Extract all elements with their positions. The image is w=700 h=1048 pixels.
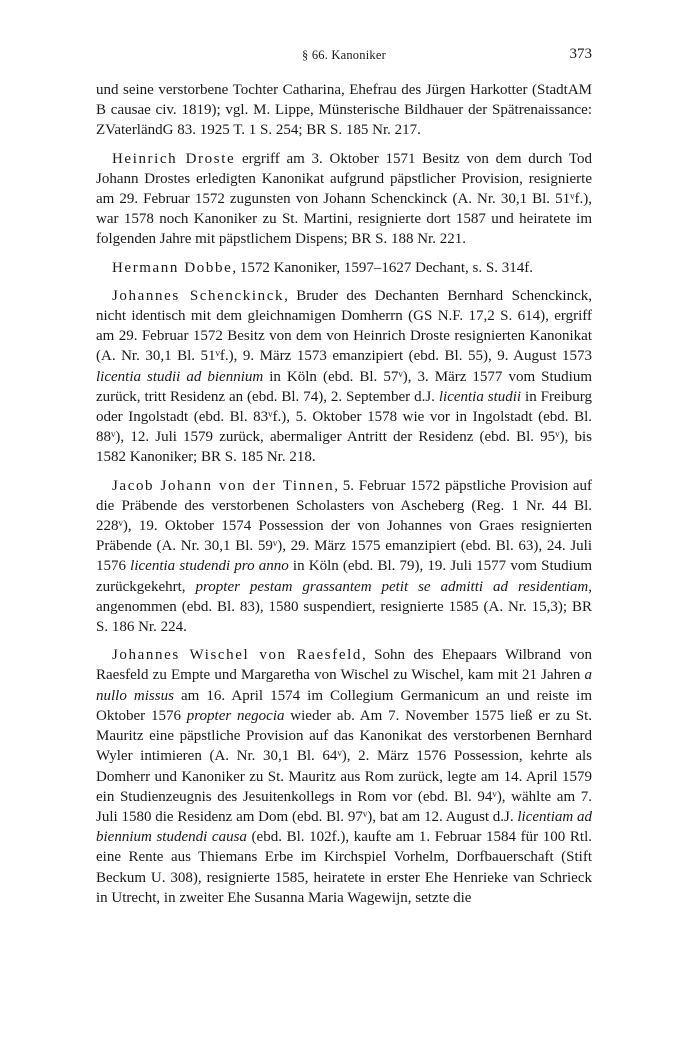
page-number: 373 [569,46,592,62]
paragraph [96,645,592,908]
text-run: (ebd. Bl. 102f.), kaufte am 1. Februar 1584 für 100 Rtl. eine Rente aus Thiemans Erbe im Kirchspiel Vorhelm, Dorfbauerschaft (Stift Beckum U. 308), resignierte 1585, heiratete in erster Ehe Henrieke van Schrieck in Utrecht, in zweiter Ehe Susanna Maria Wagewijn, setzte die [96,829,592,906]
running-head: § 66. Kanoniker [302,48,386,62]
page-header [96,46,592,66]
text-run: , angenommen (ebd. Bl. 83), 1580 suspendiert, resignierte 1585 (A. Nr. 15,3); BR S. 186 Nr. 224. [96,578,592,636]
person-name: Johannes Schenckinck [112,287,285,304]
paragraph [96,286,592,468]
latin-phrase: licentia studendi pro anno [130,558,289,575]
text-run: ergriff am 3. Oktober 1571 Besitz von dem durch Tod Johann Drostes erledigten Kanonikat aufgrund päpstlicher Provision, resignierte am 29. Februar 1572 zugunsten von Johann Schenckinck (A. Nr. 30,1 Bl. 51ᵛf.), war 1578 noch Kanoniker zu St. Martini, resignierte dort 1587 und heiratete im folgenden Jahre mit päpstlichem Dispens; BR S. 188 Nr. 221. [96,150,592,248]
text-run: in Freiburg oder Ingolstadt (ebd. Bl. 83ᵛf.), 5. Oktober 1578 wie vor in Ingolstadt (ebd. Bl. 88ᵛ), 12. Juli 1579 zurück, abermaliger Antritt der Residenz (ebd. Bl. 95ᵛ), bis 1582 Kanoniker; BR S. 185 Nr. 218. [96,388,593,466]
person-name: Hermann Dobbe [112,259,233,276]
text-run: , Sohn des Ehepaars Wilbrand von Raesfeld zu Empte und Margaretha von Wischel zu Wischel, kam mit 21 Jahren [96,647,592,684]
paragraph [96,258,592,278]
body-text [96,80,592,916]
text-run: und seine verstorbene Tochter Catharina, Ehefrau des Jürgen Harkotter (StadtAM B causae civ. 1819); vgl. M. Lippe, Münsterische Bildhauer der Spätrenaissance: ZVaterländG 83. 1925 T. 1 S. 254; BR S. 185 Nr. 217. [96,82,592,139]
text-run: in Köln (ebd. Bl. 57ᵛ), 3. März 1577 vom Studium zurück, tritt Residenz an (ebd. Bl. 74), 2. September d.J. [96,368,592,405]
text-run: in Köln (ebd. Bl. 79), 19. Juli 1577 vom Studium zurückgekehrt, [96,558,592,595]
paragraph [96,476,592,638]
latin-phrase: licentiam ad biennium studendi causa [96,808,592,846]
text-run: am 16. April 1574 im Collegium Germanicum an und reiste im Oktober 1576 [96,687,592,724]
person-name: Jacob Johann von der Tinnen [112,477,335,494]
text-run: wieder ab. Am 7. November 1575 ließ er zu St. Mauritz eine päpstliche Provision auf das Kanonikat des verstorbenen Bernhard Wyler intimieren (A. Nr. 30,1 Bl. 64ᵛ), 2. März 1576 Possession, kehrte als Domherr und Kanoniker zu St. Mauritz aus Rom zurück, legte am 14. April 1579 ein Studienzeugnis des Jesuitenkollegs in Rom vor (ebd. Bl. 94ᵛ), wählte am 7. Juli 1580 die Residenz am Dom (ebd. Bl. 97ᵛ), bat am 12. August d.J. [96,707,593,825]
latin-phrase: licentia studii [438,388,522,405]
latin-phrase: propter pestam grassantem petit se admitti ad residentiam [195,578,589,595]
person-name: Johannes Wischel von Raesfeld [112,647,362,664]
latin-phrase: propter negocia [186,707,285,724]
text-run: , 1572 Kanoniker, 1597–1627 Dechant, s. S. 314f. [232,259,533,276]
paragraph [96,149,592,250]
person-name: Heinrich Droste [112,150,236,167]
paragraph [96,80,592,141]
latin-phrase: a nullo missus [96,667,592,704]
text-run: , 5. Februar 1572 päpstliche Provision auf die Präbende des verstorbenen Scholasters von Ascheberg (Reg. 1 Nr. 44 Bl. 228ᵛ), 19. Oktober 1574 Possession der von Johannes von Graes resignierten Präbende (A. Nr. 30,1 Bl. 59ᵛ), 29. März 1575 emanzipiert (ebd. Bl. 63), 24. Juli 1576 [96,477,592,575]
latin-phrase: licentia studii ad biennium [96,368,264,385]
text-run: , Bruder des Dechanten Bernhard Schenckinck, nicht identisch mit dem gleichnamigen Domherrn (GS N.F. 17,2 S. 614), ergriff am 29. Februar 1572 Besitz von dem von Heinrich Droste resignierten Kanonikat (A. Nr. 30,1 Bl. 51ᵛf.), 9. März 1573 emanzipiert (ebd. Bl. 55), 9. August 1573 [96,287,592,365]
